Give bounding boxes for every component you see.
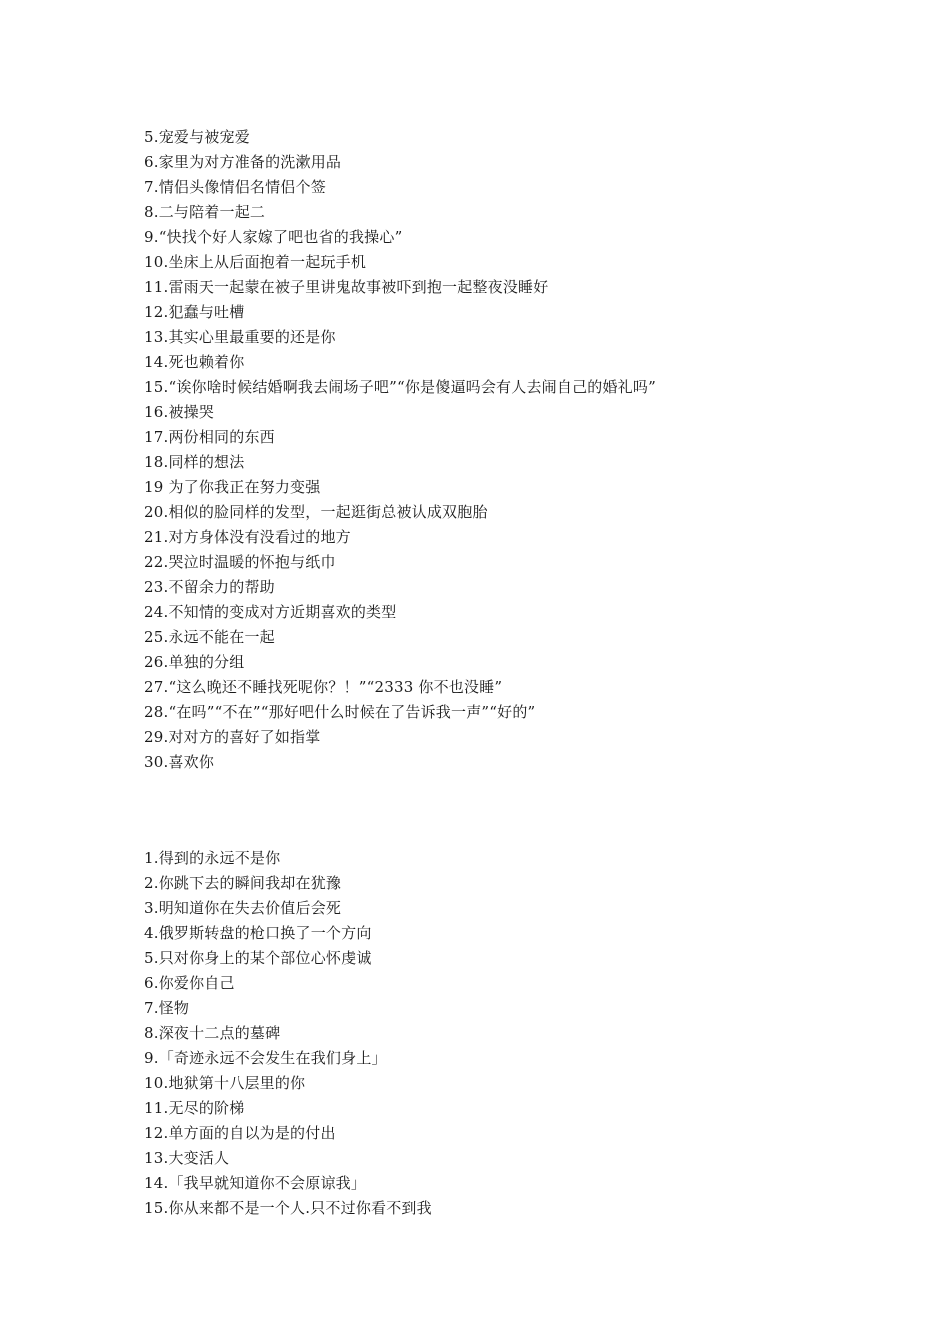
text-block-section-1: [144, 125, 656, 775]
text-line: 1.得到的永远不是你: [144, 849, 281, 867]
text-line: 30.喜欢你: [144, 753, 215, 771]
text-line: 22.哭泣时温暖的怀抱与纸巾: [144, 553, 336, 571]
text-line: 12.单方面的自以为是的付出: [144, 1124, 336, 1142]
text-line: 25.永远不能在一起: [144, 628, 275, 646]
text-line: 17.两份相同的东西: [144, 428, 275, 446]
text-line: 14.「我早就知道你不会原谅我」: [144, 1174, 367, 1192]
text-line: 5.宠爱与被宠爱: [144, 128, 250, 146]
text-line: 28.“在吗”“不在”“那好吧什么时候在了告诉我一声”“好的”: [144, 703, 536, 721]
text-line: 5.只对你身上的某个部位心怀虔诚: [144, 949, 372, 967]
text-line: 13.大变活人: [144, 1149, 230, 1167]
text-line: 18.同样的想法: [144, 453, 245, 471]
text-line: 24.不知情的变成对方近期喜欢的类型: [144, 603, 397, 621]
text-line: 7.怪物: [144, 999, 190, 1017]
text-line: 19 为了你我正在努力变强: [144, 478, 321, 496]
text-line: 15.你从来都不是一个人.只不过你看不到我: [144, 1199, 432, 1217]
text-line: 14.死也赖着你: [144, 353, 245, 371]
text-line: 8.深夜十二点的墓碑: [144, 1024, 281, 1042]
text-line: 20.相似的脸同样的发型，一起逛街总被认成双胞胎: [144, 503, 488, 521]
text-line: 3.明知道你在失去价值后会死: [144, 899, 342, 917]
text-line: 9.「奇迹永远不会发生在我们身上」: [144, 1049, 387, 1067]
text-line: 26.单独的分组: [144, 653, 245, 671]
text-line: 2.你跳下去的瞬间我却在犹豫: [144, 874, 342, 892]
text-line: 6.家里为对方准备的洗漱用品: [144, 153, 342, 171]
text-block-section-2: [144, 846, 432, 1221]
text-line: 11.雷雨天一起蒙在被子里讲鬼故事被吓到抱一起整夜没睡好: [144, 278, 549, 296]
text-line: 21.对方身体没有没看过的地方: [144, 528, 351, 546]
text-line: 29.对对方的喜好了如指掌: [144, 728, 321, 746]
text-line: 4.俄罗斯转盘的枪口换了一个方向: [144, 924, 372, 942]
text-line: 11.无尽的阶梯: [144, 1099, 245, 1117]
text-line: 12.犯蠢与吐槽: [144, 303, 245, 321]
text-line: 13.其实心里最重要的还是你: [144, 328, 336, 346]
text-line: 16.被操哭: [144, 403, 215, 421]
text-line: 10.地狱第十八层里的你: [144, 1074, 306, 1092]
text-line: 8.二与陪着一起二: [144, 203, 266, 221]
text-line: 9.“快找个好人家嫁了吧也省的我操心”: [144, 228, 403, 246]
text-line: 6.你爱你自己: [144, 974, 235, 992]
text-line: 10.坐床上从后面抱着一起玩手机: [144, 253, 367, 271]
text-line: 27.“这么晚还不睡找死呢你？！”“2333 你不也没睡”: [144, 678, 503, 696]
text-line: 15.“诶你啥时候结婚啊我去闹场子吧”“你是傻逼吗会有人去闹自己的婚礼吗”: [144, 378, 656, 396]
text-line: 23.不留余力的帮助: [144, 578, 275, 596]
text-line: 7.情侣头像情侣名情侣个签: [144, 178, 326, 196]
